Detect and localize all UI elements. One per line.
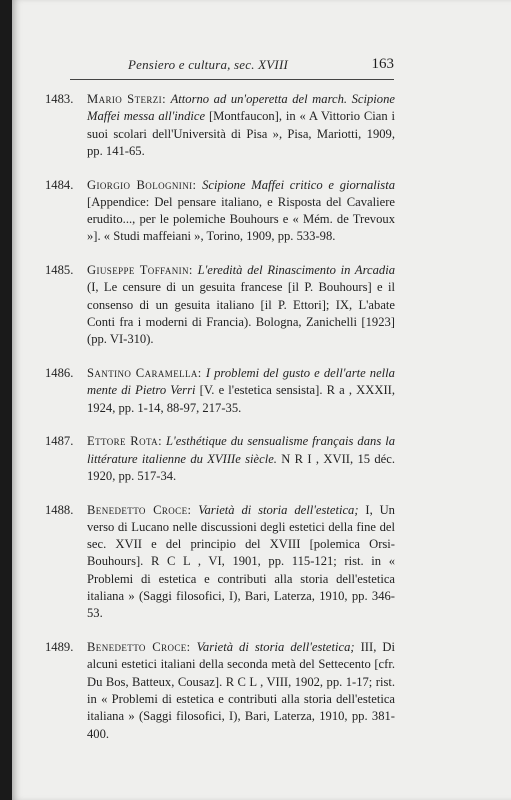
- entry-details: III, Di alcuni estetici italiani della seconda metà del Settecento [cfr. Du Bos, Batteux, Cousaz]. R C L , VIII, 1902, pp. 1-17; rist. in « Problemi di estetica e contributi alla storia dell'estetica italiana » (Saggi filosofici, I), Bari, Laterza, 1910, pp. 381-400.: [87, 640, 395, 741]
- entry-author: Benedetto Croce:: [87, 640, 191, 655]
- entry-author: Benedetto Croce:: [87, 502, 192, 517]
- entry-number: 1486.: [45, 366, 74, 381]
- entry-details: (I, Le censure di un gesuita francese [il P. Bouhours] e il consenso di un gesuita italiano [il P. Ettori]; IX, L'abate Conti fra i moderni di Francia). Bologna, Zanichelli [1923] (pp. VI-310).: [87, 280, 395, 347]
- entry-number: 1485.: [45, 263, 74, 278]
- entry-title: L'esthétique du sensualisme français dans la littérature italienne du XVIIIe siècle.: [87, 434, 396, 466]
- entry-author: Giuseppe Toffanin:: [87, 263, 193, 278]
- entry-details: [Montfaucon], in « A Vittorio Cian i suoi scolari dell'Università di Pisa », Pisa, Mariotti, 1909, pp. 141-65.: [87, 109, 395, 158]
- bibliography-entry: [45, 177, 395, 246]
- entry-number: 1488.: [45, 502, 74, 517]
- entry-title: Scipione Maffei critico e giornalista: [202, 177, 395, 192]
- book-page: [12, 0, 511, 800]
- page-header: [70, 55, 394, 80]
- entry-author: Santino Caramella:: [87, 366, 202, 381]
- entry-number: 1487.: [45, 434, 74, 449]
- entry-title: I problemi del gusto e dell'arte nella mente di Pietro Verri: [87, 366, 395, 398]
- entry-details: I, Un verso di Lucano nelle discussioni degli estetici della fine del sec. XVII e del principio del XVIII [polemica Orsi-Bouhours]. R C L , VI, 1901, pp. 115-121; rist. in « Problemi di estetica e contributi alla storia dell'estetica italiana » (Saggi filosofici, I), Bari, Laterza, 1910, pp. 346-53.: [87, 502, 395, 621]
- entry-details: N R I , XVII, 15 déc. 1920, pp. 517-34.: [87, 451, 395, 483]
- entry-author: Ettore Rota:: [87, 434, 162, 449]
- entry-details: [V. e l'estetica sensista]. R a , XXXII, 1924, pp. 1-14, 88-97, 217-35.: [87, 383, 395, 415]
- entry-number: 1484.: [45, 177, 74, 192]
- bibliography-list: [45, 91, 395, 759]
- running-title: Pensiero e cultura, sec. XVIII: [128, 57, 289, 72]
- bibliography-entry: [45, 639, 395, 743]
- page-number: 163: [371, 56, 394, 72]
- entry-title: L'eredità del Rinascimento in Arcadia: [197, 263, 395, 278]
- entry-author: Giorgio Bolognini:: [87, 177, 197, 192]
- entry-number: 1489.: [45, 640, 74, 655]
- entry-title: Attorno ad un'operetta del march. Scipione Maffei messa all'indice: [87, 92, 395, 124]
- bibliography-entry: [45, 433, 395, 485]
- entry-title: Varietà di storia dell'estetica;: [198, 502, 359, 517]
- bibliography-entry: [45, 502, 395, 623]
- entry-details: [Appendice: Del pensare italiano, e Risposta del Cavaliere erudito..., per le polemiche Bouhours e « Mém. de Trevoux »]. « Studi maffeiani », Torino, 1909, pp. 533-98.: [87, 194, 395, 244]
- bibliography-entry: [45, 91, 395, 160]
- bibliography-entry: [45, 365, 395, 417]
- entry-number: 1483.: [45, 92, 74, 106]
- entry-author: Mario Sterzi:: [87, 92, 166, 106]
- entry-title: Varietà di storia dell'estetica;: [196, 640, 355, 655]
- bibliography-entry: [45, 262, 395, 348]
